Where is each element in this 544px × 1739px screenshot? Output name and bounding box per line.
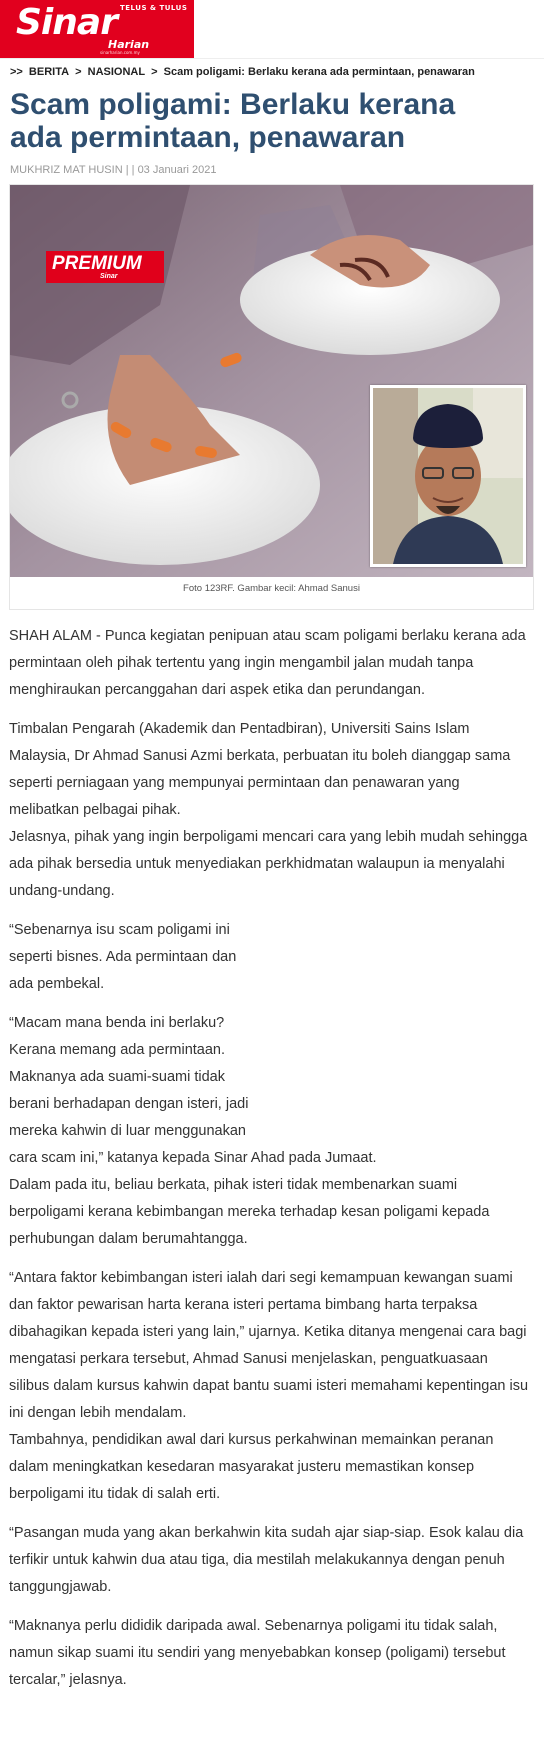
article-paragraph: Tambahnya, pendidikan awal dari kursus perkahwinan memainkan peranan dalam meningkatkan kesedaran masyarakat justeru memastikan konsep berpoligami itu tidak di salah erti. xyxy=(9,1432,494,1502)
logo-url: sinarharian.com.my xyxy=(100,50,140,55)
article-paragraph: “Maknanya perlu dididik daripada awal. Sebenarnya poligami itu tidak salah, namun sikap suami itu sendiri yang menyebabkan konsep (poligami) tersebut tercalar,” jelasnya. xyxy=(9,1618,506,1688)
article-photo[interactable] xyxy=(10,185,533,577)
page-title: Scam poligami: Berlaku kerana ada permintaan, penawaran xyxy=(10,88,456,154)
byline-separator: | | xyxy=(125,164,135,176)
photo-caption: Foto 123RF. Gambar kecil: Ahmad Sanusi xyxy=(183,583,360,594)
breadcrumb-separator: > xyxy=(151,66,158,78)
article-paragraph: Timbalan Pengarah (Akademik dan Pentadbiran), Universiti Sains Islam Malaysia, Dr Ahmad Sanusi Azmi berkata, perbuatan itu boleh dianggap sama seperti perniagaan yang mempunyai permintaan dan penawaran yang melibatkan pelbagai pihak. xyxy=(9,721,511,818)
breadcrumb-separator: > xyxy=(75,66,82,78)
article-figure xyxy=(9,184,534,610)
logo-brand: Sinar xyxy=(16,2,117,43)
premium-badge-label: PREMIUM xyxy=(52,253,142,274)
publish-date: 03 Januari 2021 xyxy=(137,164,217,176)
site-header xyxy=(0,0,544,58)
breadcrumb-item-berita[interactable]: BERITA xyxy=(28,66,70,78)
author-name[interactable]: MUKHRIZ MAT HUSIN xyxy=(10,164,123,176)
logo-tagline: TELUS & TULUS xyxy=(120,4,188,12)
breadcrumb-item-nasional[interactable]: NASIONAL xyxy=(87,66,146,78)
article-body xyxy=(9,623,529,1694)
article-paragraph: Jelasnya, pihak yang ingin berpoligami mencari cara yang lebih mudah sehingga ada pihak bersedia untuk menyediakan perkhidmatan walaupun ia menyalahi undang-undang. xyxy=(9,829,528,899)
header-divider xyxy=(0,58,544,59)
article-paragraph: “Antara faktor kebimbangan isteri ialah dari segi kemampuan kewangan suami dan faktor pewarisan harta kerana isteri pertama bimbang harta terpaksa dibahagikan kepada isteri yang lain,” ujarnya. Ketika ditanya mengenai cara bagi mengatasi perkara tersebut, Ahmad Sanusi menjelaskan, penguatkuasaan silibus dalam kursus kahwin dapat bantu suami isteri memahami kepentingan isu ini dengan lebih mendalam. xyxy=(9,1270,529,1421)
article-paragraph: “Pasangan muda yang akan berkahwin kita sudah ajar siap-siap. Esok kalau dia terfikir untuk kahwin dua atau tiga, dia mestilah melakukannya dengan penuh tanggungjawab. xyxy=(9,1525,524,1595)
sinar-harian-logo[interactable] xyxy=(0,0,194,58)
premium-badge xyxy=(46,251,164,283)
inset-portrait xyxy=(370,385,526,567)
logo-sub: Harian xyxy=(108,38,150,51)
byline xyxy=(10,164,216,176)
portrait-image xyxy=(373,388,523,564)
premium-badge-sub: Sinar xyxy=(100,273,118,280)
article-paragraph: Dalam pada itu, beliau berkata, pihak isteri tidak membenarkan suami berpoligami kerana kebimbangan mereka terhadap kesan poligami kepada perhubungan dalam berumahtangga. xyxy=(9,1177,490,1247)
breadcrumb-prefix: >> xyxy=(10,66,23,78)
article-paragraph: “Sebenarnya isu scam poligami ini seperti bisnes. Ada permintaan dan ada pembekal. xyxy=(9,922,237,992)
breadcrumb xyxy=(10,66,478,78)
article-paragraph: “Macam mana benda ini berlaku? Kerana memang ada permintaan. Maknanya ada suami-suami tidak berani berhadapan dengan isteri, jadi mereka kahwin di luar menggunakan cara scam ini,” katanya kepada Sinar Ahad pada Jumaat. xyxy=(9,1015,377,1166)
article-paragraph: SHAH ALAM - Punca kegiatan penipuan atau scam poligami berlaku kerana ada permintaan oleh pihak tertentu yang ingin mengambil jalan mudah tanpa menghiraukan percanggahan dari aspek etika dan perundangan. xyxy=(9,628,526,698)
breadcrumb-item-current: Scam poligami: Berlaku kerana ada permintaan, penawaran xyxy=(163,66,475,78)
